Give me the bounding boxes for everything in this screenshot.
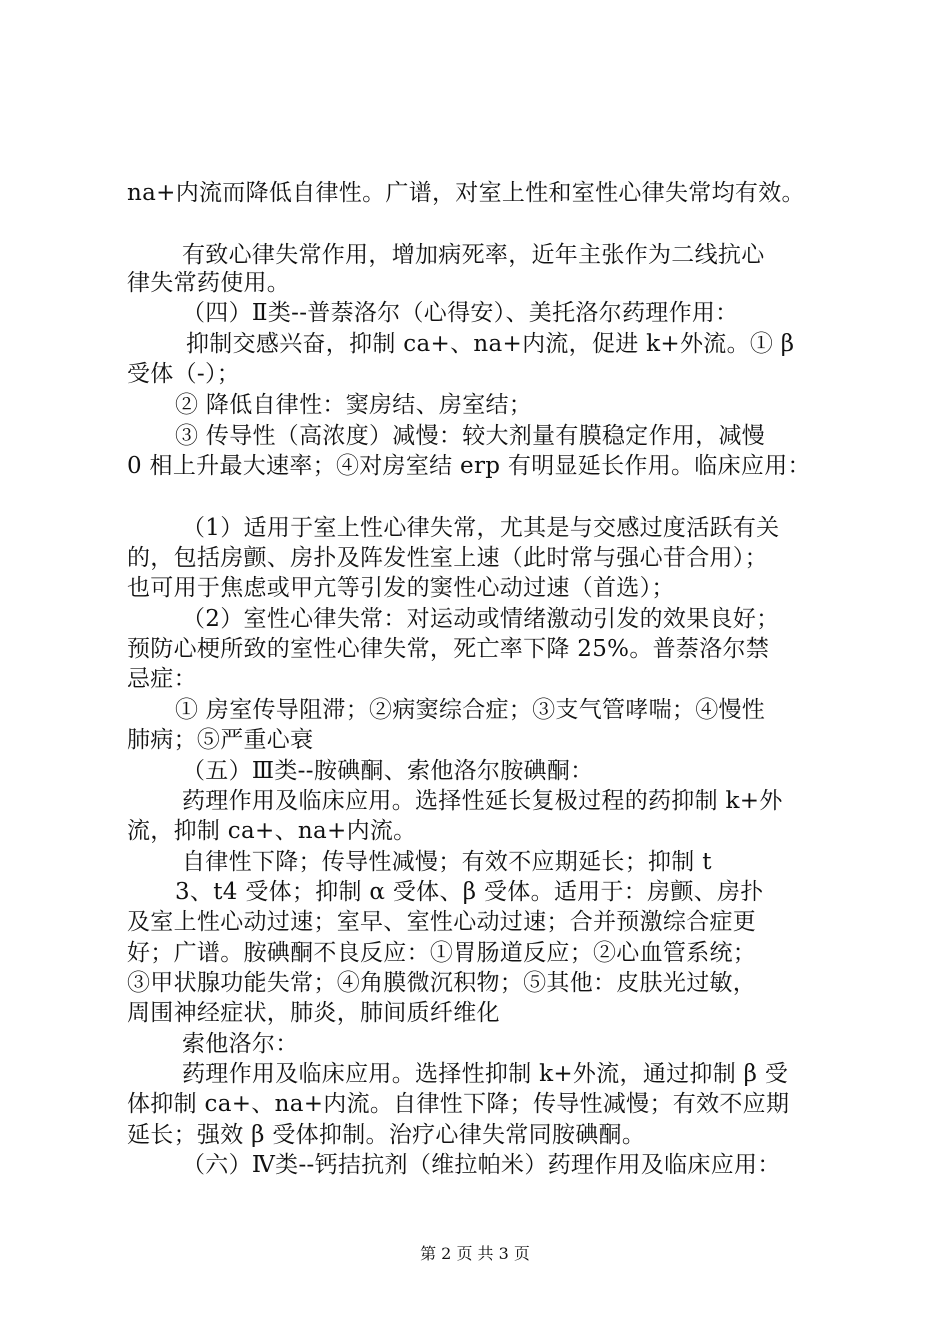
text-line: ③甲状腺功能失常；④角膜微沉积物；⑤其他：皮肤光过敏， <box>127 970 757 996</box>
text-line: ① 房室传导阻滞；②病窦综合症；③支气管哮喘；④慢性 <box>175 697 766 723</box>
text-line: （四）Ⅱ类--普萘洛尔（心得安）、美托洛尔药理作用： <box>182 300 739 326</box>
text-line: 也可用于焦虑或甲亢等引发的窦性心动过速（首选）； <box>127 575 675 601</box>
text-line: 有致心律失常作用，增加病死率，近年主张作为二线抗心 <box>182 242 765 268</box>
page-number-footer: 第 2 页 共 3 页 <box>420 1244 530 1263</box>
text-line: 索他洛尔： <box>182 1031 299 1057</box>
text-line: 0 相上升最大速率；④对房室结 erp 有明显延长作用。临床应用： <box>127 453 811 479</box>
text-line: 预防心梗所致的室性心律失常，死亡率下降 25%。普萘洛尔禁 <box>127 636 770 662</box>
text-line: 忌症： <box>127 666 197 692</box>
text-line: 肺病；⑤严重心衰 <box>127 727 314 753</box>
text-line: 自律性下降；传导性减慢；有效不应期延长；抑制 t <box>182 849 712 875</box>
text-line: 体抑制 ca+、na+内流。自律性下降；传导性减慢；有效不应期 <box>127 1091 790 1117</box>
text-line: na+内流而降低自律性。广谱，对室上性和室性心律失常均有效。 <box>127 180 805 206</box>
text-line: 抑制交感兴奋，抑制 ca+、na+内流，促进 k+外流。① β <box>186 331 795 357</box>
text-line: 延长；强效 β 受体抑制。治疗心律失常同胺碘酮。 <box>127 1122 646 1148</box>
text-line: 流，抑制 ca+、na+内流。 <box>127 818 417 844</box>
text-line: ② 降低自律性：窦房结、房室结； <box>175 392 533 418</box>
text-line: （2）室性心律失常：对运动或情绪激动引发的效果良好； <box>182 606 780 632</box>
text-line: 3、t4 受体；抑制 α 受体、β 受体。适用于：房颤、房扑 <box>175 879 764 905</box>
text-line: （1）适用于室上性心律失常，尤其是与交感过度活跃有关 <box>182 515 780 541</box>
text-line: 好；广谱。胺碘酮不良反应：①胃肠道反应；②心血管系统； <box>127 940 757 966</box>
text-line: 及室上性心动过速；室早、室性心动过速；合并预激综合症更 <box>127 909 757 935</box>
text-line: （六）Ⅳ类--钙拮抗剂（维拉帕米）药理作用及临床应用： <box>182 1152 781 1178</box>
text-line: 药理作用及临床应用。选择性抑制 k+外流，通过抑制 β 受 <box>182 1061 789 1087</box>
text-line: （五）Ⅲ类--胺碘酮、索他洛尔胺碘酮： <box>182 758 594 784</box>
text-line: 的，包括房颤、房扑及阵发性室上速（此时常与强心苷合用）； <box>127 545 768 571</box>
text-line: 受体（-）； <box>127 361 241 387</box>
text-line: 药理作用及临床应用。选择性延长复极过程的药抑制 k+外 <box>182 788 783 814</box>
text-line: 周围神经症状，肺炎，肺间质纤维化 <box>127 1000 500 1026</box>
text-line: ③ 传导性（高浓度）减慢：较大剂量有膜稳定作用，减慢 <box>175 423 766 449</box>
text-line: 律失常药使用。 <box>127 270 291 296</box>
